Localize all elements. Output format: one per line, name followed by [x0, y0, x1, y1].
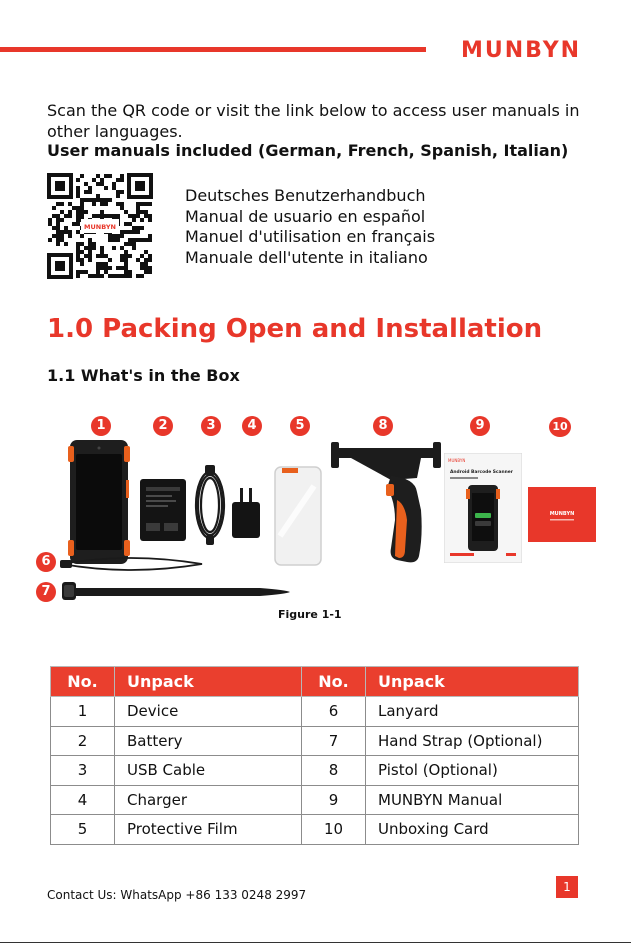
figure-caption: Figure 1-1 — [278, 608, 342, 621]
language-spanish: Manual de usuario en español — [185, 206, 426, 226]
intro-bold-text: User manuals included (German, French, Spanish, Italian) — [47, 141, 569, 160]
header-no: No. — [51, 667, 115, 697]
cell-item: USB Cable — [115, 756, 302, 786]
protective-film-image — [274, 466, 322, 566]
callout-9: 9 — [470, 416, 490, 436]
callout-2: 2 — [153, 416, 173, 436]
cell-no: 2 — [51, 726, 115, 756]
device-image — [68, 440, 130, 564]
section-subtitle: 1.1 What's in the Box — [47, 366, 240, 385]
cell-no: 5 — [51, 815, 115, 845]
footer-rule — [0, 942, 631, 943]
cell-no: 6 — [302, 697, 366, 727]
table-row — [51, 726, 579, 756]
language-german: Deutsches Benutzerhandbuch — [185, 186, 426, 205]
header-unpack: Unpack — [366, 667, 579, 697]
manual-title: Android Barcode Scanner — [450, 470, 513, 475]
cell-no: 9 — [302, 785, 366, 815]
table-row — [51, 785, 579, 815]
cell-no: 3 — [51, 756, 115, 786]
pistol-image — [331, 440, 441, 564]
cell-item: Device — [115, 697, 302, 727]
unboxing-card-brand: MUNBYN — [549, 511, 575, 517]
table-row — [51, 697, 579, 727]
cell-no: 10 — [302, 815, 366, 845]
contact-info: Contact Us: WhatsApp +86 133 0248 2997 — [47, 888, 307, 902]
hand-strap-image — [60, 580, 292, 602]
cell-no: 8 — [302, 756, 366, 786]
intro-text: Scan the QR code or visit the link below to access user manuals in other languages. — [47, 101, 580, 141]
manual-booklet-image — [444, 453, 522, 563]
callout-5: 5 — [290, 416, 310, 436]
callout-3: 3 — [201, 416, 221, 436]
cell-item: Unboxing Card — [366, 815, 579, 845]
cell-no: 7 — [302, 726, 366, 756]
callout-10: 10 — [549, 417, 571, 437]
callout-6: 6 — [36, 552, 56, 572]
callout-1: 1 — [91, 416, 111, 436]
cell-item: Pistol (Optional) — [366, 756, 579, 786]
table-header-row — [51, 667, 579, 697]
header-unpack: Unpack — [115, 667, 302, 697]
section-title: 1.0 Packing Open and Installation — [47, 314, 543, 344]
cell-no: 1 — [51, 697, 115, 727]
cell-item: Battery — [115, 726, 302, 756]
callout-8: 8 — [373, 416, 393, 436]
brand-logo: MUNBYN — [461, 38, 582, 63]
language-italian: Manuale dell'utente in italiano — [185, 247, 428, 267]
manual-brand: MUNBYN — [448, 458, 466, 463]
table-row — [51, 756, 579, 786]
callout-4: 4 — [242, 416, 262, 436]
cell-item: Protective Film — [115, 815, 302, 845]
cell-item: Lanyard — [366, 697, 579, 727]
lanyard-image — [60, 552, 206, 576]
header-rule — [0, 47, 426, 52]
cell-no: 4 — [51, 785, 115, 815]
unboxing-card-image — [528, 487, 596, 542]
header-no: No. — [302, 667, 366, 697]
usb-cable-image — [193, 465, 227, 545]
battery-image — [140, 479, 186, 541]
items-table — [50, 666, 579, 845]
qr-code-icon[interactable] — [47, 173, 153, 279]
cell-item: Hand Strap (Optional) — [366, 726, 579, 756]
page-number: 1 — [556, 876, 578, 898]
cell-item: MUNBYN Manual — [366, 785, 579, 815]
language-french: Manuel d'utilisation en français — [185, 227, 436, 246]
charger-image — [232, 488, 260, 538]
cell-item: Charger — [115, 785, 302, 815]
qr-logo-text: MUNBYN — [84, 223, 116, 231]
language-list — [185, 186, 435, 268]
callout-7: 7 — [36, 582, 56, 602]
table-row — [51, 815, 579, 845]
